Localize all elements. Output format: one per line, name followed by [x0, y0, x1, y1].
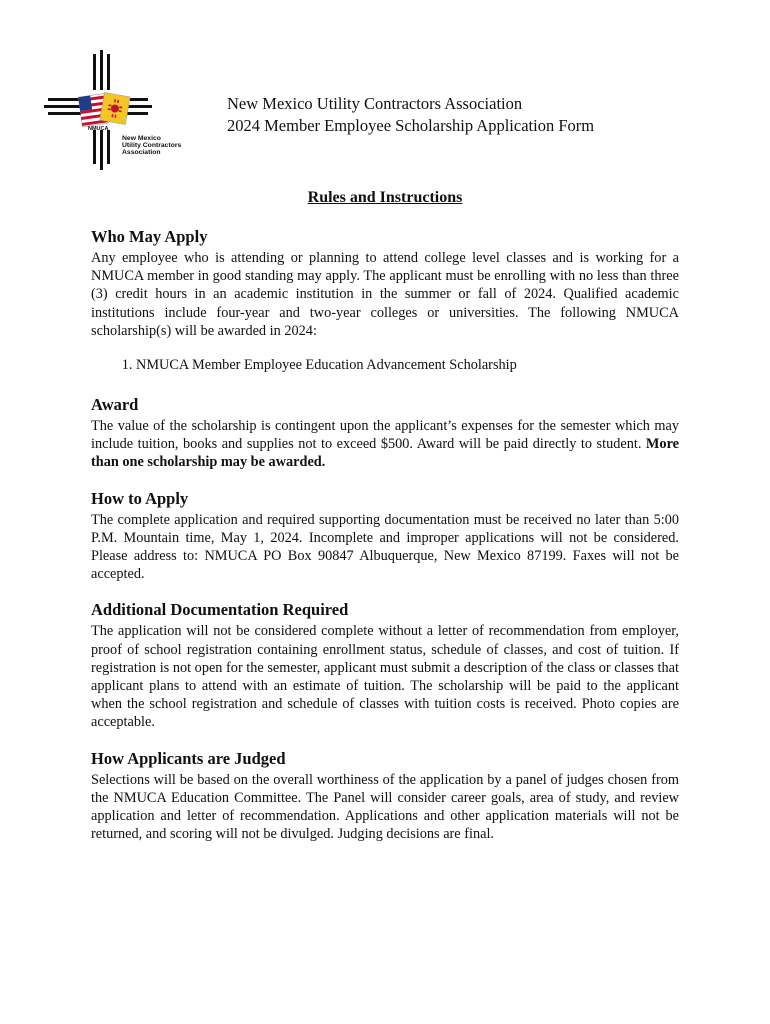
- zia-sun-logo-icon: [42, 50, 192, 172]
- section-award: [91, 394, 679, 472]
- nmuca-logo: [42, 50, 192, 172]
- section-heading: Additional Documentation Required: [91, 600, 349, 620]
- page-title: Rules and Instructions: [307, 189, 463, 206]
- document-body: [91, 226, 679, 859]
- org-name: New Mexico Utility Contractors Association: [227, 94, 523, 113]
- section-judging: [91, 748, 679, 844]
- section-how-to-apply: [91, 488, 679, 584]
- logo-org-line-1: New Mexico: [122, 135, 161, 142]
- nm-flag-icon: [100, 92, 130, 124]
- section-heading: Who May Apply: [91, 227, 208, 246]
- section-heading: How to Apply: [91, 488, 189, 508]
- form-title: 2024 Member Employee Scholarship Application Form: [227, 116, 595, 135]
- logo-badge-text: NMUCA: [88, 126, 109, 132]
- award-text: The value of the scholarship is contingent upon the applicant’s expenses for the semester which may include tuition, books and supplies not to exceed $500. Award will be paid directly to student.: [91, 418, 679, 453]
- section-heading: Award: [91, 395, 139, 415]
- scholarship-list: [91, 356, 679, 374]
- section-body: The application will not be considered complete without a letter of recommendation from employer, proof of school registration containing enrollment status, schedule of classes, and cost of tuition. If registration is not open for the semester, applicant must submit a description of the class or classes that applicant plans to attend with an estimate of tuition. The scholarship will be paid to the applicant when the school registration and schedule of classes with tuition costs is received. Photo copies are acceptable.: [91, 623, 679, 731]
- section-body: Selections will be based on the overall worthiness of the application by a panel of judges chosen from the NMUCA Education Committee. The Panel will consider career goals, area of study, and review application and letter of recommendation. Applications and other application materials will not be returned, and scoring will not be divulged. Judging decisions are final.: [91, 771, 679, 843]
- section-additional-documentation: [91, 599, 679, 731]
- section-who-may-apply: [91, 226, 679, 374]
- logo-org-line-2: Utility Contractors: [122, 142, 182, 149]
- section-heading: How Applicants are Judged: [91, 748, 286, 768]
- section-body: Any employee who is attending or planning to attend college level classes and is working for a NMUCA member in good standing may apply. The applicant must be enrolling with no less than three (3) credit hours in an academic institution in the summer or fall of 2024. Qualified academic institutions include four-year and two-year colleges or universities. The following NMUCA scholarship(s) will be awarded in 2024:: [91, 250, 679, 339]
- document-header: [227, 93, 594, 137]
- award-bold-note: More than one scholarship may be awarded.: [91, 436, 679, 471]
- logo-org-line-3: Association: [122, 149, 161, 156]
- list-item: 1. NMUCA Member Employee Education Advancement Scholarship: [136, 356, 679, 374]
- section-body: [91, 417, 679, 472]
- section-body: The complete application and required supporting documentation must be received no later than 5:00 P.M. Mountain time, May 1, 2024. Incomplete and improper applications will not be considered. Please address to: NMUCA PO Box 90847 Albuquerque, New Mexico 87199. Faxes will not be accepted.: [91, 511, 679, 583]
